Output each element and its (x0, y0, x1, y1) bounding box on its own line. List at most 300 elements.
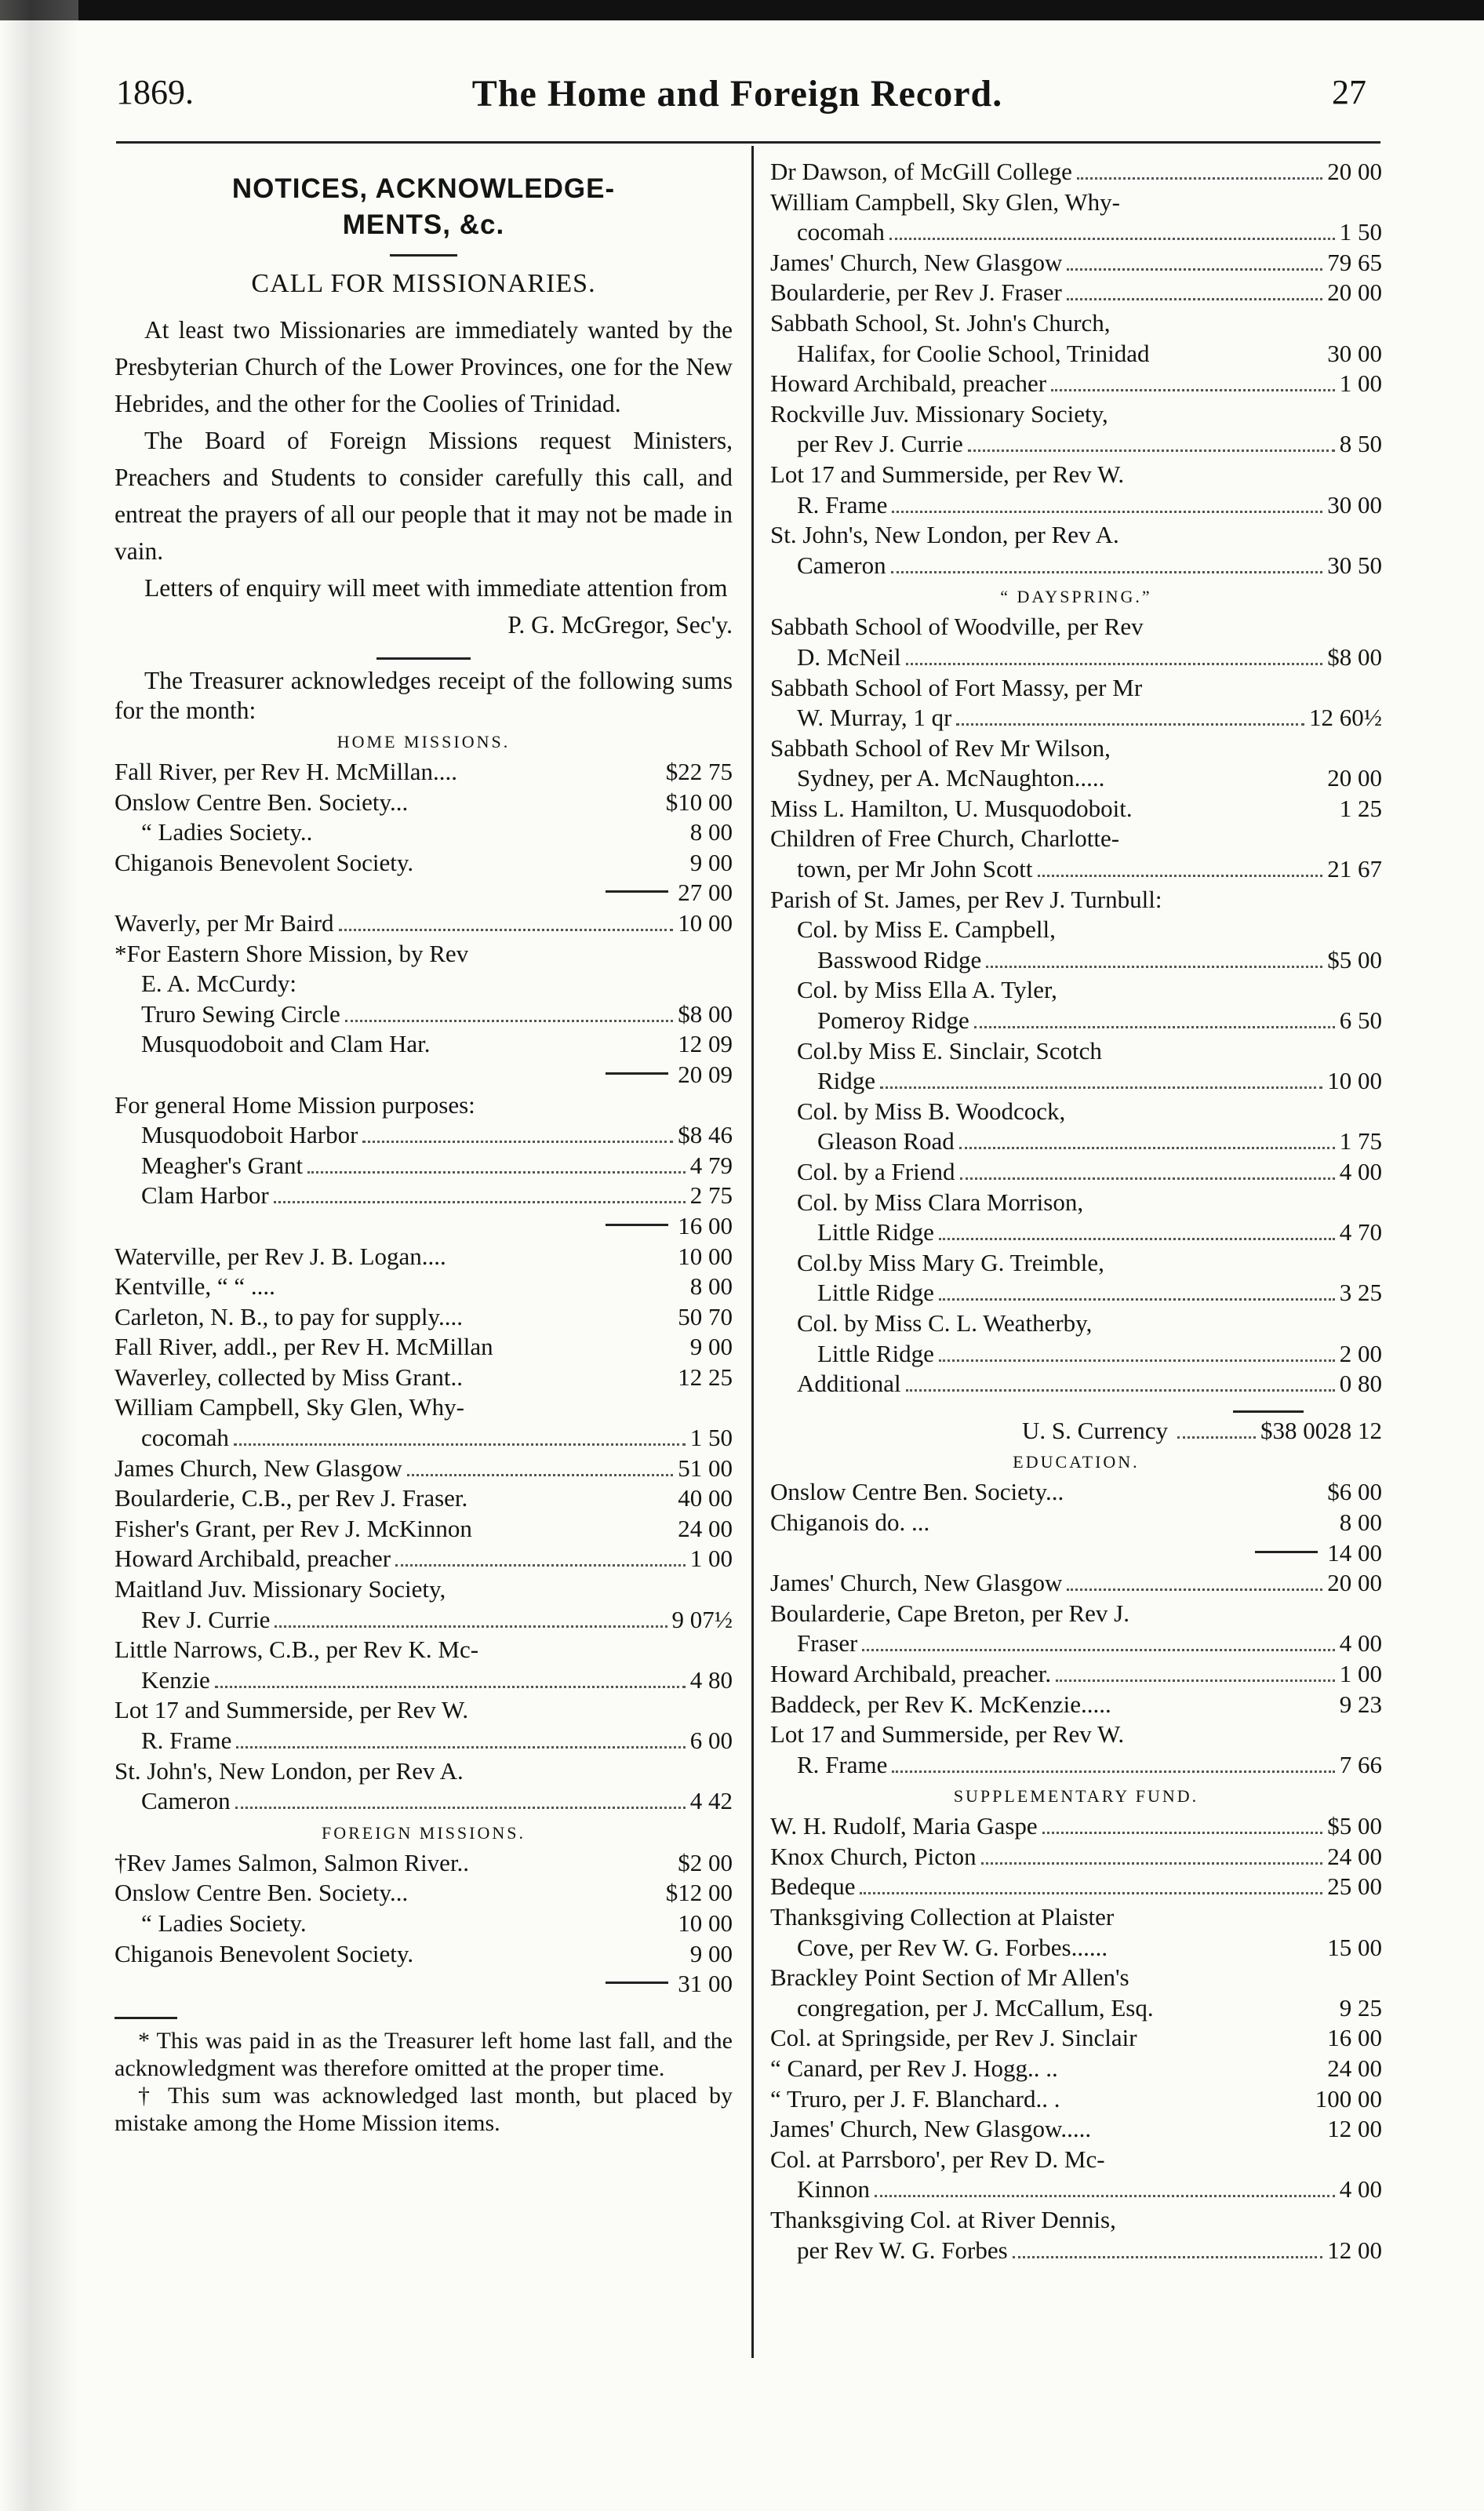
ledger-row (115, 1272, 733, 1302)
entry-text: James' Church, New Glasgow (770, 1569, 1063, 1597)
ledger-row (770, 339, 1382, 369)
total-row (115, 878, 733, 908)
entry-text: Col. by a Friend (797, 1158, 955, 1185)
ledger-row (115, 1332, 733, 1363)
ledger-row (770, 278, 1382, 308)
ledger-row (115, 757, 733, 788)
section-rule (390, 254, 457, 257)
foreign-missions-list (115, 1848, 733, 2000)
ledger-row (770, 824, 1382, 854)
entry-text: per Rev J. Currie (797, 430, 963, 458)
entry-amount: 9 23 (1339, 1690, 1382, 1718)
entry-text: D. McNeil (797, 642, 901, 671)
entry-text: Dr Dawson, of McGill College (770, 158, 1072, 185)
entry-amount: 20 00 (1327, 764, 1382, 792)
entry-text: congregation, per J. McCallum, Esq. (797, 1993, 1154, 2022)
entry-text: Pomeroy Ridge (817, 1006, 969, 1035)
entry-amount: 1 00 (689, 1545, 733, 1573)
entry-text: Waverley, collected by Miss Grant.. (115, 1363, 463, 1391)
ledger-row (115, 1514, 733, 1545)
leader-dots (1067, 298, 1322, 300)
leader-dots (860, 1892, 1322, 1894)
ledger-row (770, 1599, 1382, 1629)
entry-text: Little Narrows, C.B., per Rev K. Mc- (115, 1636, 479, 1664)
entry-amount: 1 00 (1339, 369, 1382, 398)
entry-amount: 1 25 (1339, 794, 1382, 822)
entry-text: James Church, New Glasgow (115, 1454, 402, 1482)
entry-text: Sabbath School of Woodville, per Rev (770, 613, 1144, 641)
ledger-row (115, 1029, 733, 1060)
ledger-row (115, 848, 733, 879)
entry-amount: 12 00 (1327, 2236, 1382, 2264)
entry-amount: 9 00 (689, 1939, 733, 1967)
ledger-row (115, 1695, 733, 1726)
entry-amount: $8 00 (1327, 642, 1382, 671)
ledger-row (770, 1993, 1382, 2024)
leader-dots (875, 2195, 1335, 2197)
entry-text: Knox Church, Picton (770, 1842, 977, 1870)
leader-dots (280, 1292, 686, 1294)
leader-dots (1154, 359, 1322, 362)
leader-dots (498, 1352, 686, 1355)
entry-amount: 10 00 (1327, 1067, 1382, 1095)
entry-text: Children of Free Church, Charlotte- (770, 824, 1120, 853)
entry-text: Halifax, for Coolie School, Trinidad (797, 339, 1150, 367)
entry-text: William Campbell, Sky Glen, Why- (770, 187, 1120, 216)
leader-dots (891, 571, 1323, 573)
leader-dots (311, 1929, 674, 1931)
total-amount: 31 00 (678, 1970, 733, 1998)
entry-amount: 9 00 (689, 1333, 733, 1361)
entry-text: R. Frame (141, 1727, 232, 1754)
entry-amount: 2 00 (1339, 1339, 1382, 1367)
entry-text: Little Ridge (817, 1218, 934, 1246)
entry-text: “ Ladies Society.. (141, 818, 313, 846)
entry-text: Col. by Miss Clara Morrison, (797, 1188, 1084, 1216)
ledger-row (770, 1629, 1382, 1659)
entry-amount: 8 50 (1339, 430, 1382, 458)
treasurer-paragraph: The Treasurer acknowledges receipt of the following sums for the month: (115, 667, 733, 724)
ledger-row (115, 1242, 733, 1272)
entry-text: Chiganois do. ... (770, 1508, 930, 1536)
ledger-row (115, 1665, 733, 1696)
ledger-row (770, 1188, 1382, 1218)
ledger-row (770, 703, 1382, 733)
ledger-row (770, 2054, 1382, 2084)
entry-text: W. Murray, 1 qr (797, 704, 952, 732)
ledger-row (770, 1217, 1382, 1248)
entry-amount: 25 00 (1327, 1872, 1382, 1901)
total-row (115, 1060, 733, 1090)
entry-text: James' Church, New Glasgow (770, 248, 1063, 276)
header-rule (116, 141, 1380, 144)
ledger-row (115, 1726, 733, 1756)
ledger-row (770, 2114, 1382, 2145)
entry-amount: 4 79 (689, 1151, 733, 1179)
entry-amount: 2 75 (689, 1181, 733, 1210)
entry-text: Col. by Miss C. L. Weatherby, (797, 1308, 1093, 1337)
leader-dots (892, 1770, 1334, 1773)
ledger-row (770, 520, 1382, 551)
entry-text: Howard Archibald, preacher. (770, 1659, 1052, 1687)
ledger-row (770, 1508, 1382, 1538)
entry-text: James' Church, New Glasgow..... (770, 2115, 1092, 2143)
ledger-row (770, 915, 1382, 945)
ledger-row (115, 1909, 733, 1939)
entry-amount: 1 50 (1339, 218, 1382, 246)
entry-text: R. Frame (797, 1750, 888, 1778)
entry-amount: 16 00 (1327, 2024, 1382, 2052)
leader-dots (1042, 1832, 1323, 1834)
entry-text: Boularderie, per Rev J. Fraser (770, 278, 1062, 307)
entry-amount: 3 25 (1339, 1279, 1382, 1307)
ledger-row (115, 908, 733, 939)
right-column (770, 157, 1382, 2265)
ledger-row (115, 969, 733, 999)
leader-dots (1116, 1710, 1335, 1712)
ledger-row (770, 1278, 1382, 1308)
entry-text: Sabbath School of Fort Massy, per Mr (770, 673, 1143, 701)
entry-text: Cove, per Rev W. G. Forbes...... (797, 1933, 1108, 1961)
leader-dots (1056, 1679, 1335, 1682)
ledger-row (770, 1097, 1382, 1127)
total-rule (1255, 1551, 1318, 1553)
leader-dots (413, 808, 661, 810)
entry-amount: 20 00 (1327, 1569, 1382, 1597)
total-row (770, 1538, 1382, 1569)
leader-dots (1013, 2256, 1323, 2258)
entry-amount: $22 75 (665, 758, 733, 785)
entry-text: Fisher's Grant, per Rev J. McKinnon (115, 1514, 472, 1542)
supplementary-fund-list (770, 1811, 1382, 2265)
entry-text: Additional (797, 1370, 901, 1398)
ledger-row (770, 1719, 1382, 1750)
entry-text: Cameron (797, 551, 886, 579)
leader-dots (234, 1443, 686, 1446)
ledger-row (115, 1786, 733, 1817)
notices-heading-line-2: MENTS, &c. (342, 209, 505, 240)
ledger-row (770, 1126, 1382, 1157)
notices-heading-line-1: NOTICES, ACKNOWLEDGE- (231, 173, 616, 204)
ledger-row (770, 1933, 1382, 1963)
ledger-row (770, 1066, 1382, 1097)
leader-dots (467, 1323, 673, 1325)
entry-text: Howard Archibald, preacher (115, 1545, 391, 1573)
currency-label: U. S. Currency (1022, 1416, 1168, 1444)
leader-dots (317, 838, 685, 840)
ledger-row (115, 1848, 733, 1879)
foreign-missions-heading: FOREIGN MISSIONS. (321, 1822, 526, 1843)
entry-text: Lot 17 and Summerside, per Rev W. (770, 460, 1125, 488)
education-list (770, 1477, 1382, 1780)
ledger-row (770, 1308, 1382, 1339)
leader-dots (959, 1147, 1335, 1149)
entry-amount: 0 80 (1339, 1370, 1382, 1398)
entry-amount: 12 00 (1327, 2115, 1382, 2143)
home-missions-heading: HOME MISSIONS. (336, 732, 511, 751)
ledger-row (770, 1006, 1382, 1036)
ledger-row (770, 763, 1382, 794)
entry-amount: 30 50 (1327, 551, 1382, 579)
leader-dots (1158, 2014, 1335, 2016)
entry-text: Fall River, addl., per Rev H. McMillan (115, 1333, 493, 1361)
entry-text: *For Eastern Shore Mission, by Rev (115, 939, 469, 967)
ledger-row (115, 1454, 733, 1484)
ledger-row (770, 1902, 1382, 1933)
leader-dots (1096, 2134, 1322, 2137)
left-column (115, 157, 733, 2137)
ledger-row (770, 399, 1382, 430)
entry-text: Brackley Point Section of Mr Allen's (770, 1963, 1129, 1992)
ledger-row (770, 1659, 1382, 1690)
total-amount: 20 09 (678, 1060, 733, 1088)
currency-subtotal: $38 00 (1260, 1416, 1328, 1444)
ledger-row (770, 187, 1382, 218)
entry-amount: 100 00 (1315, 2084, 1382, 2113)
entry-text: Musquodoboit and Clam Har. (141, 1030, 431, 1058)
ledger-row (770, 248, 1382, 278)
leader-dots (451, 1262, 673, 1265)
entry-text: Col. by Miss E. Campbell, (797, 915, 1056, 944)
ledger-row (770, 1842, 1382, 1872)
entry-text: “ Canard, per Rev J. Hogg.. .. (770, 2054, 1058, 2083)
footnote-1: * This was paid in as the Treasurer left home last fall, and the acknowledgment was therefore omitted at the proper time. (115, 2027, 733, 2081)
ledger-row (115, 939, 733, 970)
entry-amount: 1 00 (1339, 1659, 1382, 1687)
leader-dots (477, 1534, 673, 1537)
total-row (115, 1969, 733, 2000)
entry-amount: 10 00 (678, 1242, 733, 1270)
entry-text: “ Truro, per J. F. Blanchard.. . (770, 2084, 1060, 2113)
ledger-row (770, 2205, 1382, 2236)
leader-dots (939, 1298, 1335, 1301)
entry-amount: 9 25 (1339, 1993, 1382, 2022)
ledger-row (770, 308, 1382, 339)
ledger-row (770, 1750, 1382, 1781)
leader-dots (1109, 784, 1322, 786)
ledger-row (770, 551, 1382, 581)
entry-amount: 9 00 (689, 848, 733, 876)
entry-text: For general Home Mission purposes: (115, 1090, 475, 1119)
ledger-row (115, 1635, 733, 1665)
entry-amount: 40 00 (678, 1484, 733, 1512)
entry-text: St. John's, New London, per Rev A. (770, 521, 1119, 549)
ledger-row (770, 2174, 1382, 2205)
entry-amount: 9 07½ (671, 1605, 733, 1633)
entry-amount: 12 25 (678, 1363, 733, 1391)
entry-text: Sabbath School of Rev Mr Wilson, (770, 733, 1111, 762)
entry-amount: $6 00 (1327, 1478, 1382, 1506)
ledger-row (115, 1423, 733, 1454)
total-rule (606, 1224, 668, 1226)
ledger-row (770, 1036, 1382, 1067)
ledger-row (115, 1605, 733, 1636)
secretary-signature: P. G. McGregor, Sec'y. (507, 611, 733, 639)
entry-amount: 20 00 (1327, 278, 1382, 307)
leader-dots (1067, 268, 1322, 271)
entry-amount: 30 00 (1327, 490, 1382, 519)
ledger-row (115, 1302, 733, 1333)
entry-amount: 10 00 (678, 1909, 733, 1937)
leader-dots (435, 1050, 674, 1052)
entry-text: Little Ridge (817, 1279, 934, 1307)
scan-top-border (0, 0, 1484, 20)
entry-text: Ridge (817, 1067, 876, 1095)
ledger-row (115, 999, 733, 1030)
ledger-row (770, 1369, 1382, 1399)
entry-text: Thanksgiving Col. at River Dennis, (770, 2206, 1116, 2233)
foreign-missions-continued-list (770, 157, 1382, 580)
entry-text: Rev J. Currie (141, 1605, 271, 1633)
leader-dots (362, 1141, 673, 1143)
ledger-row (770, 1811, 1382, 1842)
entry-text: Kentville, “ “ .... (115, 1272, 275, 1301)
entry-amount: 8 00 (689, 818, 733, 846)
ledger-row (770, 612, 1382, 642)
leader-dots (345, 1020, 674, 1022)
entry-amount: 1 75 (1339, 1127, 1382, 1155)
leader-dots (934, 1528, 1335, 1530)
entry-amount: $5 00 (1327, 945, 1382, 973)
running-header-title: The Home and Foreign Record. (471, 73, 1003, 115)
ledger-row (770, 1872, 1382, 1902)
entry-text: Lot 17 and Summerside, per Rev W. (115, 1696, 469, 1724)
supplementary-fund-heading: SUPPLEMENTARY FUND. (953, 1786, 1199, 1807)
entry-text: Parish of St. James, per Rev J. Turnbull: (770, 885, 1162, 913)
entry-amount: 8 00 (1339, 1508, 1382, 1536)
entry-text: Thanksgiving Collection at Plaister (770, 1903, 1115, 1931)
entry-text: †Rev James Salmon, Salmon River.. (115, 1848, 470, 1876)
entry-amount: 7 66 (1339, 1750, 1382, 1778)
dayspring-list (770, 612, 1382, 1399)
ledger-row (115, 1939, 733, 1970)
leader-dots (1077, 177, 1322, 180)
entry-amount: 79 65 (1327, 248, 1382, 276)
leader-dots (274, 1201, 686, 1203)
entry-amount: $8 46 (678, 1121, 733, 1149)
entry-text: Rockville Juv. Missionary Society, (770, 399, 1108, 428)
entry-text: Col. by Miss B. Woodcock, (797, 1097, 1066, 1125)
ledger-row (770, 1963, 1382, 1993)
entry-text: Lot 17 and Summerside, per Rev W. (770, 1720, 1125, 1749)
leader-dots (418, 868, 686, 871)
leader-dots (407, 1474, 673, 1476)
entry-amount: $12 00 (665, 1879, 733, 1907)
entry-text: William Campbell, Sky Glen, Why- (115, 1393, 464, 1421)
entry-amount: 8 00 (689, 1272, 733, 1301)
total-row (115, 1211, 733, 1242)
entry-text: Col. at Springside, per Rev J. Sinclair (770, 2024, 1137, 2052)
leader-dots (307, 1171, 686, 1174)
ledger-row (770, 1157, 1382, 1188)
entry-text: Bedeque (770, 1872, 856, 1901)
ledger-row (770, 157, 1382, 187)
entry-text: per Rev W. G. Forbes (797, 2236, 1008, 2264)
leader-dots (906, 1389, 1335, 1392)
entry-text: Waverly, per Mr Baird (115, 908, 334, 937)
leader-dots (1067, 1588, 1322, 1591)
leader-dots (892, 511, 1322, 513)
entry-text: E. A. McCurdy: (141, 970, 297, 998)
leader-dots (981, 1862, 1323, 1865)
ledger-row (770, 642, 1382, 673)
leader-dots (1142, 2043, 1323, 2046)
entry-amount: $10 00 (665, 788, 733, 816)
entry-text: Fall River, per Rev H. McMillan.... (115, 758, 457, 785)
entry-text: town, per Mr John Scott (797, 855, 1033, 883)
entry-text: Kenzie (141, 1665, 210, 1694)
education-heading: EDUCATION. (1013, 1452, 1140, 1472)
call-paragraph-3: Letters of enquiry will meet with immediate attention from (144, 574, 728, 602)
section-rule (376, 657, 471, 660)
ledger-row (115, 1181, 733, 1211)
entry-amount: 4 42 (689, 1787, 733, 1815)
entry-amount: 24 00 (1327, 1842, 1382, 1870)
leader-dots (236, 1746, 685, 1749)
ledger-row (115, 1392, 733, 1423)
entry-amount: 4 70 (1339, 1218, 1382, 1246)
entry-text: St. John's, New London, per Rev A. (115, 1756, 464, 1785)
leader-dots (1177, 1416, 1256, 1439)
leader-dots (462, 777, 661, 780)
entry-text: Chiganois Benevolent Society. (115, 848, 414, 876)
leader-dots (339, 929, 674, 931)
leader-dots (1137, 814, 1335, 817)
entry-amount: 6 00 (689, 1727, 733, 1754)
leader-dots (862, 1649, 1334, 1651)
entry-text: cocomah (797, 218, 885, 246)
entry-amount: 4 00 (1339, 1158, 1382, 1185)
ledger-row (770, 217, 1382, 248)
notices-heading (115, 171, 733, 243)
total-amount: 14 00 (1327, 1538, 1382, 1567)
ledger-row (115, 1120, 733, 1151)
entry-amount: 51 00 (678, 1454, 733, 1482)
ledger-row (770, 490, 1382, 521)
ledger-row (770, 1248, 1382, 1279)
currency-total: 28 12 (1327, 1416, 1382, 1444)
binding-shadow (0, 0, 78, 2511)
ledger-row (770, 2084, 1382, 2115)
entry-text: Maitland Juv. Missionary Society, (115, 1575, 446, 1603)
entry-amount: 30 00 (1327, 339, 1382, 367)
leader-dots (1063, 2074, 1323, 2076)
entry-text: Col. by Miss Ella A. Tyler, (797, 976, 1057, 1004)
entry-text: Onslow Centre Ben. Society... (115, 1879, 409, 1907)
entry-amount: 21 67 (1327, 855, 1382, 883)
entry-amount: 15 00 (1327, 1933, 1382, 1961)
ledger-row (770, 975, 1382, 1006)
leader-dots (956, 723, 1304, 726)
entry-amount: 24 00 (1327, 2054, 1382, 2083)
leader-dots (906, 663, 1323, 665)
ledger-row (115, 1090, 733, 1121)
entry-amount: 1 50 (689, 1424, 733, 1452)
total-rule (606, 1072, 668, 1075)
ledger-row (115, 1756, 733, 1787)
entry-text: Col. at Parrsboro', per Rev D. Mc- (770, 2145, 1105, 2173)
column-divider (751, 146, 754, 2358)
entry-amount: $2 00 (678, 1848, 733, 1876)
ledger-row (770, 1477, 1382, 1508)
leader-dots (474, 1869, 673, 1871)
ledger-row (770, 2023, 1382, 2054)
call-paragraph-2: The Board of Foreign Missions request Ministers, Preachers and Students to consider carefully this call, and entreat the prayers of all our people that it may not be made in vain. (115, 427, 733, 565)
leader-dots (1065, 2105, 1311, 2107)
ledger-row (770, 854, 1382, 885)
leader-dots (889, 238, 1335, 240)
entry-amount: 50 70 (678, 1302, 733, 1330)
